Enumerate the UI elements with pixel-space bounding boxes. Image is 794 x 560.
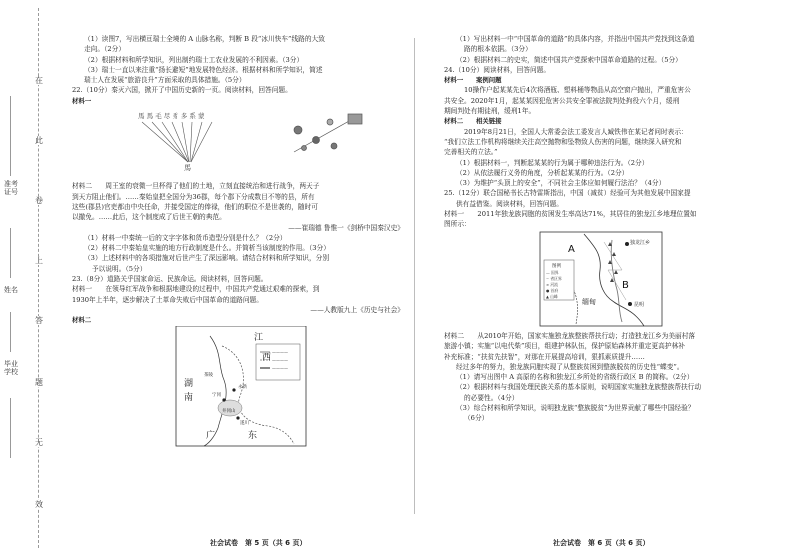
field-label-exam-number: 准考证号 xyxy=(4,180,18,196)
map-label-xi: 西 xyxy=(262,352,272,363)
q25-title: 供有益借鉴。阅读材料，回答问题。 xyxy=(456,199,563,208)
map-label-A: A xyxy=(568,243,575,255)
q21-line: （2）根据材料和所学知识，列出制约瑞士工农业发展的不利因素。（3分） xyxy=(84,55,304,64)
map-label-jinggangshan: 井冈山 xyxy=(222,408,236,414)
q24-material2-line: 完善相关的立法。” xyxy=(444,148,498,157)
svg-text:馬: 馬 xyxy=(184,164,191,173)
q24-material1-line: 期间判处有期徒刑，缓刑1年。 xyxy=(444,107,536,116)
q25-material2-line: 材料二 从2010年开始，国家实施独龙族整族帮扶行动；打造独龙江乡为美丽村落 xyxy=(444,331,696,340)
field-line xyxy=(10,398,11,458)
q22-material2-line: 这些(郡县)官吏都由中央任命，并接受国定的俸禄，他们的职位不是世袭的，随时可 xyxy=(72,202,318,211)
map-label-yongxin: 永新 xyxy=(238,384,247,390)
q24-material2-line: “我们立法工作机构将继续关注高空抛物和坠物致人伤害的问题，继续深入研究和 xyxy=(444,137,682,146)
map-label-suichuan: 遂川 xyxy=(240,420,249,426)
q22-material2-line: 以撤免。……此后，这个制度成了后世王朝的典范。 xyxy=(72,213,226,222)
kunming-marker xyxy=(628,302,632,306)
q25-material1-line: 图所示： xyxy=(444,220,471,229)
q24-material1-line: 共安全。2020年1月，起某某因犯危害公共安全罪被法院判处拘役六个月，缓刑 xyxy=(444,96,680,105)
field-line xyxy=(10,96,11,176)
coin-figure xyxy=(294,114,362,152)
q23-question: 路的根本依据。（3分） xyxy=(464,45,532,54)
q25-question: （6分） xyxy=(464,414,489,423)
q22-material2-line: 到天方阻止他们。……秦始皇把全国分为36郡，每个郡下分成数目不等的县，所有 xyxy=(72,192,315,201)
q25-question: （2）根据材料与我国处理民族关系的基本原则，说明国家实施独龙族整族帮扶行动 xyxy=(456,383,702,392)
binding-word: 此 xyxy=(32,136,46,145)
q22-question: （3）上述材料中的各项措施对后世产生了深远影响。请结合材料和所学知识，分别 xyxy=(84,254,330,263)
q25-title: 25.（12分）联合国秘书长古特雷斯指出，中国（减贫）经验可为其他发展中国家提 xyxy=(444,189,691,198)
legend-title: 图例 xyxy=(552,263,561,269)
binding-word: 在 xyxy=(32,76,46,85)
map-label-B: B xyxy=(622,279,629,291)
q23-material1-line: 1930年上半年，逐步解决了土革命失败后中国革命的道路问题。 xyxy=(72,295,263,304)
q21-line: （1）读图7，写出横亘瑞士全境的 A 山脉名称，判断 B 段“冰川快车”线路的大致 xyxy=(84,35,325,43)
page-footer-5: 社会试卷 第 5 页（共 6 页） xyxy=(210,539,307,547)
binding-dashed-line xyxy=(38,8,39,548)
svg-text:馬 馬 毛 尽 豸 多 系 蒙: 馬 馬 毛 尽 豸 多 系 蒙 xyxy=(138,112,205,121)
q22-material2-line: 材料二 周王室的衰微一旦杯得了他们的土地，立刻直接统治和进行战争，两天子 xyxy=(72,182,320,191)
map-label-jiang: 江 xyxy=(254,332,264,343)
q24-question: （2）从依法履行义务的角度，分析起某某的行为。（2分） xyxy=(456,168,629,177)
field-line xyxy=(10,312,11,352)
map-label-nan: 南 xyxy=(184,392,194,403)
map-label-guang: 广 xyxy=(206,430,216,441)
svg-text:————: ———— xyxy=(272,357,288,363)
svg-text:————: ———— xyxy=(272,365,288,371)
legend-item: ≈ 河流 xyxy=(546,281,558,287)
binding-word: 上 xyxy=(32,256,46,265)
binding-word: 无 xyxy=(32,438,46,447)
q25-material1-line: 材料一 2011年独龙族同胞的贫困发生率高达71%，其居住的独龙江乡地理位置如 xyxy=(444,210,697,219)
q24-material2-label: 材料二 相关链接 xyxy=(444,117,502,126)
script-variants xyxy=(138,111,212,172)
binding-strip xyxy=(0,0,52,560)
page-5 xyxy=(72,34,410,451)
q22-source: ——崔瑞德 鲁惟一《剑桥中国秦汉史》 xyxy=(288,223,404,232)
q22-question: 予以说明。（5分） xyxy=(92,264,147,273)
q24-question: （1）根据材料一，判断起某某的行为属于哪种违法行为。（2分） xyxy=(456,158,649,167)
q23-material2-label: 材料二 xyxy=(72,316,92,325)
field-line xyxy=(10,228,11,278)
dulongjiang-marker xyxy=(625,242,629,246)
q21-line: （3）瑞士一直以来注重“扬长避短”地发展特色经济。根据材料和所学知识，简述 xyxy=(84,65,323,74)
q23-source: ——人教版九上《历史与社会》 xyxy=(310,305,404,314)
q22-question: （2）材料二中秦始皇实施的地方行政制度是什么。并简析当该制度的作用。（3分） xyxy=(84,244,330,253)
page-footer-6: 社会试卷 第 6 页（共 6 页） xyxy=(553,539,650,547)
binding-word: 题 xyxy=(32,378,46,387)
q25-material2-line: 旅游小镇；实施“以电代柴”项目，组建护林队伍，保护原始森林并重定更高护林补 xyxy=(444,342,685,351)
map-label-kunming: 昆明 xyxy=(634,301,645,308)
q25-question: 的必要性。（4分） xyxy=(464,393,519,402)
q23-question: （1）写出材料一中“中国革命的道路”的具体内容，并指出中国共产党找到这条道 xyxy=(456,35,695,43)
q23-base-map xyxy=(72,326,410,448)
map-label-myanmar: 缅甸 xyxy=(582,297,596,306)
q24-material2-line: 2019年8月21日，全国人大常委会法工委发言人臧铁伟在某记者问时表示： xyxy=(464,127,688,136)
binding-word: 答 xyxy=(32,316,46,325)
q21-line: 走向。（2分） xyxy=(84,45,126,54)
map-label-dong: 东 xyxy=(248,430,258,441)
q24-title: 24.（10分）阅读材料，回答问题。 xyxy=(444,65,551,74)
svg-text:————: ———— xyxy=(272,349,288,355)
q21-line: 瑞士人在发展“旅游良升”方面采取的具体措施。（5分） xyxy=(84,76,246,85)
field-label-school: 毕业学校 xyxy=(4,360,18,376)
q25-material2-line: 补充标准；“扶贫先扶智”，对那在开展提高培训，狠抓素质提升…… xyxy=(444,352,645,361)
q25-material2-line: 经过多年的努力，独龙族同胞实现了从整族贫困到整族脱贫的历史性“蝶变”。 xyxy=(456,362,684,371)
map-label-ninggang: 宁冈 xyxy=(212,392,221,398)
q24-material1-line: 10操作户起某某先后4次将酒瓶、塑料桶等物品从高空窗户抛出，严重危害公 xyxy=(464,86,691,95)
q22-material1-figure xyxy=(72,106,410,178)
q25-question: （3）综合材料和所学知识，说明独龙族“整族脱贫”为世界贡献了哪些中国经验？ xyxy=(456,404,695,413)
page-divider xyxy=(414,38,415,514)
legend-item: ● 首府 xyxy=(546,287,559,293)
binding-word: 效 xyxy=(32,500,46,509)
legend-item: — 国界 xyxy=(546,269,559,275)
q25-dulongjiang-map xyxy=(444,230,778,328)
q23-material1-line: 材料一 在领导红军战争和根据地建设的过程中，中国共产党通过艰难的探索，到 xyxy=(72,285,320,294)
q22-question: （1）材料一中秦统一后的文字字体和货币造型分别是什么？（2分） xyxy=(84,233,287,242)
q25-question: （1）请写出图中 A 高原的名称和独龙江乡所处的省级行政区 B 的简称。（2分） xyxy=(456,373,694,382)
legend-item: ~ 省区界 xyxy=(546,275,562,281)
legend-item: ▲ 山峰 xyxy=(546,293,558,299)
q23-title: 23.（8分）道路关乎国家命运、民族命运。阅读材料，回答问题。 xyxy=(72,275,268,284)
binding-word: 卷 xyxy=(32,196,46,205)
q22-material1-label: 材料一 xyxy=(72,96,92,105)
page-6 xyxy=(444,34,778,424)
q24-material1-label: 材料一 案例问题 xyxy=(444,76,502,85)
q22-title: 22.（10分）秦灭六国，掀开了中国历史新的一页。阅读材料，回答问题。 xyxy=(72,86,292,95)
q23-question: （2）根据材料二的史实，简述中国共产党探索中国革命道路的过程。（5分） xyxy=(456,55,682,64)
map-label-dulongjiang: 独龙江乡 xyxy=(630,239,651,246)
field-label-name: 姓名 xyxy=(4,286,18,294)
map-label-chaling: 茶陵 xyxy=(204,372,213,378)
q24-question: （3）为维护“头顶上的安全”，不同社会主体应如何履行法治？（4分） xyxy=(456,179,666,188)
map-label-hu: 湖 xyxy=(184,378,194,389)
